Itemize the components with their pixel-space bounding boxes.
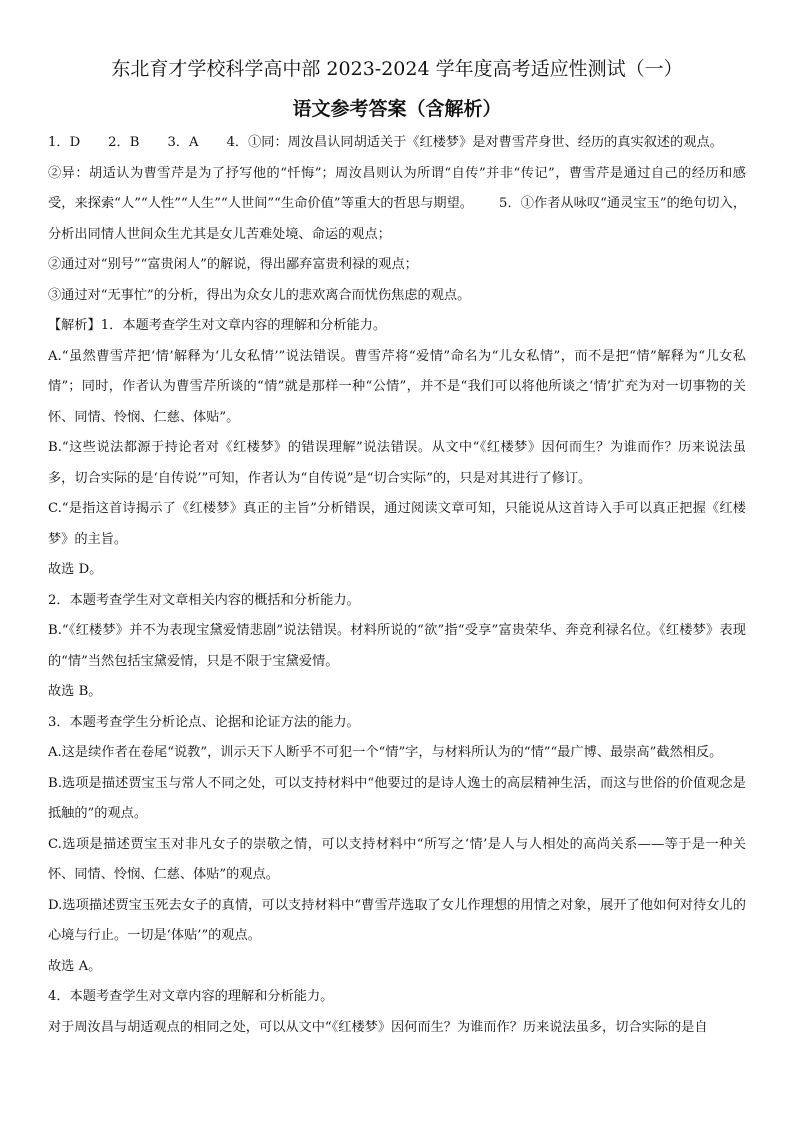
- document-body: [48, 128, 746, 1043]
- analysis-q1-option-a: A.“虽然曹雪芹把‘情’解释为‘儿女私情’”说法错误。曹雪芹将“爱情”命名为“儿女私情”，而不是把“情”解释为“儿女私情”；同时，作者认为曹雪芹所谈的“情”就是那样一种“公情”，并不是“我们可以将他所谈之‘情’扩充为对一切事物的关怀、同情、怜悯、仁慈、体贴”。: [48, 348, 746, 425]
- analysis-q1-conclusion: 故选 D。: [48, 562, 103, 577]
- answer-4-lead: 4．①同：周汝昌认同胡适关于《红楼梦》是对曹雪芹身世、经历的真实叙述的观点。: [226, 135, 723, 150]
- answer-4-difference: ②异：胡适认为曹雪芹是为了抒写他的“忏悔”；周汝昌则认为所谓“自传”并非“传记”，曹雪芹是通过自己的经历和感受，来探索“人”“人性”“人生”“人世间”“生命价值”等重大的哲思与期望。 5．①作者从咏叹“通灵宝玉”的绝句切入，分析出同情人世间众生尤其是女儿苦难处境、命运的观点；: [48, 165, 747, 242]
- analysis-q2-intro: 2．本题考查学生对文章相关内容的概括和分析能力。: [48, 592, 360, 608]
- analysis-q1-option-c: C.“是指这首诗揭示了《红楼梦》真正的主旨”分析错误，通过阅读文章可知，只能说从这首诗入手可以真正把握《红楼梦》的主旨。: [48, 501, 746, 547]
- answer-line-1: [48, 128, 746, 159]
- analysis-q2-conclusion: 故选 B。: [48, 684, 102, 699]
- document-title: 东北育才学校科学高中部 2023-2024 学年度高考适应性测试（一）: [111, 58, 683, 80]
- document-subtitle: 语文参考答案（含解析）: [292, 98, 502, 120]
- analysis-q3-option-b: B.选项是描述贾宝玉与常人不同之处，可以支持材料中“他要过的是诗人逸士的高层精神生活，而这与世俗的价值观念是抵触的”的观点。: [48, 775, 746, 821]
- analysis-q1-intro: 【解析】1．本题考查学生对文章内容的理解和分析能力。: [48, 318, 387, 333]
- analysis-q3-intro: 3．本题考查学生分析论点、论据和论证方法的能力。: [48, 714, 360, 730]
- answer-1: 1．D: [48, 135, 81, 150]
- answer-5-point-2: ②通过对“别号”“富贵闲人”的解说，得出鄙弃富贵利禄的观点；: [48, 257, 418, 272]
- answer-3: 3．A: [167, 135, 199, 150]
- analysis-q3-option-c: C.选项是描述贾宝玉对非凡女子的崇敬之情，可以支持材料中“所写之‘情’是人与人相处的高尚关系——等于是一种关怀、同情、怜悯、仁慈、体贴”的观点。: [48, 836, 746, 882]
- analysis-q3-option-d: D.选项描述贾宝玉死去女子的真情，可以支持材料中“曹雪芹选取了女儿作理想的用情之对象，展开了他如何对待女儿的心境与行止。一切是‘体贴’”的观点。: [48, 897, 746, 943]
- analysis-q4-text: 对于周汝昌与胡适观点的相同之处，可以从文中“《红楼梦》因何而生？为谁而作？历来说法虽多，切合实际的是自: [48, 1019, 708, 1035]
- analysis-q2-option-b: B.“《红楼梦》并不为表现宝黛爱情悲剧”说法错误。材料所说的“欲”指“受享”富贵荣华、奔竞利禄名位。《红楼梦》表现的“情”当然包括宝黛爱情，只是不限于宝黛爱情。: [48, 623, 746, 669]
- analysis-q1-option-b: B.“这些说法都源于持论者对《红楼梦》的错误理解”说法错误。从文中“《红楼梦》因何而生？为谁而作？历来说法虽多，切合实际的是‘自传说’”可知，作者认为“自传说”是“切合实际”的，只是对其进行了修订。: [48, 440, 746, 486]
- answer-5-point-3: ③通过对“无事忙”的分析，得出为众女儿的悲欢离合而忧伤焦虑的观点。: [48, 287, 471, 303]
- analysis-q3-option-a: A.这是续作者在卷尾“说教”，训示天下人断乎不可犯一个“情”字，与材料所认为的“情”“最广博、最崇高”截然相反。: [48, 745, 723, 760]
- analysis-q4-intro: 4．本题考查学生对文章内容的理解和分析能力。: [48, 989, 334, 1004]
- analysis-q3-conclusion: 故选 A。: [48, 958, 102, 974]
- answer-2: 2．B: [108, 135, 140, 150]
- answer-5-lead: 5．①作者从咏叹“通灵宝玉”的绝句切入，分析出同情人世间众生尤其是女儿苦难处境、命运的观点；: [48, 196, 747, 242]
